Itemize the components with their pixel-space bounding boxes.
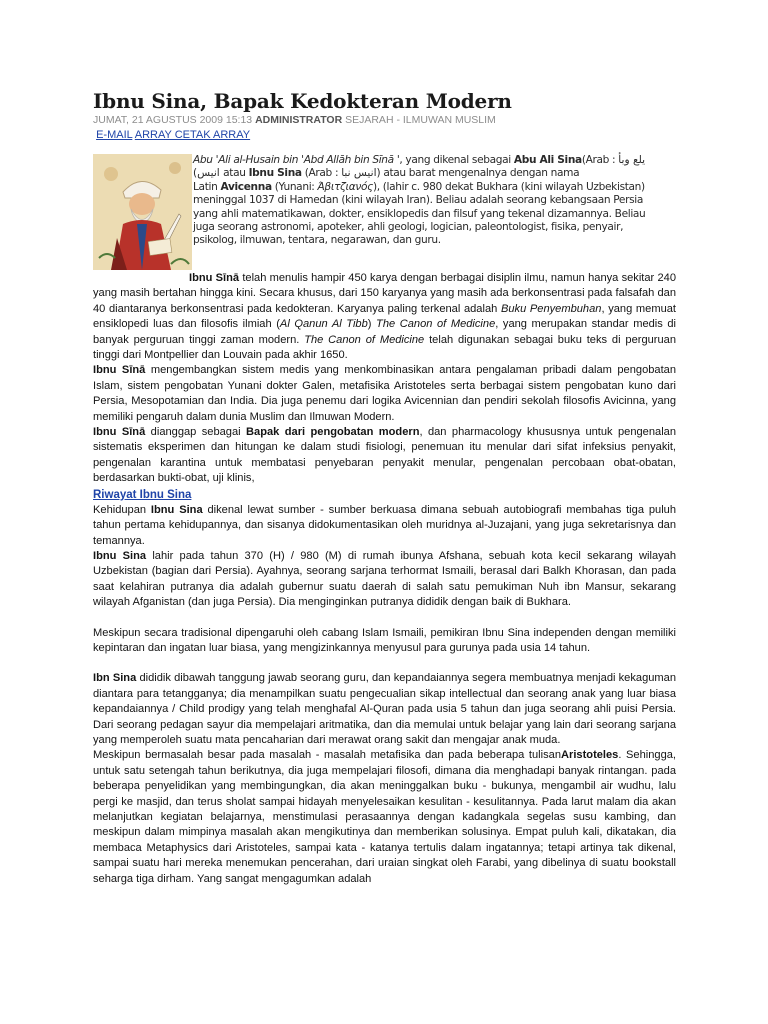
intro-text-fragment: atau [219,167,249,180]
text-fragment: , yang merupakan standar medis di banyak perguruan tinggi zaman modern. [93,318,677,346]
full-name-italic: Abu 'Ali al-Husain bin 'Abd Allāh bin Sīnā ' [193,154,400,166]
name-bold: Ibnu Sīnā [93,364,146,377]
intro-text [193,154,683,248]
publish-date: JUMAT, 21 AGUSTUS 2009 15:13 [93,114,253,126]
text-fragment: . Sehingga, untuk satu setengah tahun berikutnya, dia juga mempelajari filosofi, dimana dia menghadapi banyak rintangan. pada beberapa penyelidikan yang membingungkan, dia akan meninggalkan buku - bukunya, mengambil air wudhu, lalu pergi ke masjid, dan terus sholat sampai hidayah menyelesaikan kesulitan - kesulitannya. Pada larut malam dia akan melanjutkan kegiatan belajarnya, menstimulasi perasaannya dengan kadangkala segelas susu kambing, dan meskipun dalam mimpinya masalah akan mengikutinya dan memberikan solusinya. Empat puluh kali, dikatakan, dia membaca Metaphysics dari Aristoteles, sampai kata - katanya tertulis dalam ingatannya; tetapi artinya tak dikenal, sampai suatu hari mereka menemukan pencerahan, dari uraian singkat oleh Farabi, yang dibelinya di suatu bookstall seharga tiga dirham. Yang sangat mengagumkan adalah [93,749,676,885]
name-bold: Ibnu Sina [248,167,302,180]
italic-title: The Canon of Medicine [304,333,425,346]
print-link[interactable]: ARRAY CETAK ARRAY [134,129,251,141]
text-fragment: telah menulis hampir 450 karya dengan berbagai disiplin ilmu, namun hanya sekitar 240 yang masih bertahan hingga kini. Secara khusus, dari 150 karyanya yang masih ada berkonsentrasi pada falsafah dan 40 diantaranya berkonsentrasi pada kedokteran. Karyanya paling terkenal adalah [93,272,677,315]
text-fragment: dikenal lewat sumber - sumber berkuasa dimana sebuah autobiografi membahas tiga puluh tahun pertama kehidupannya, dan sisanya didokumentasikan oleh muridnya al-Juzajani, yang juga sekretarisnya dan temannya. [93,503,676,547]
name-bold: Ibnu Sīnā [189,272,240,284]
name-bold: Avicenna [220,180,272,193]
intro-line: yang ahli matematikawan, dokter, ensiklopedis dan filsuf yang tekenal dizamannya. Beliau [193,207,646,220]
paragraph [93,671,676,748]
intro-text-fragment: (انيس [193,167,220,180]
article-links [93,128,676,142]
intro-text-fragment: , yang dikenal sebagai [399,154,514,166]
article-body [93,271,676,887]
intro-text-fragment: (Arab : يلع وبأ [581,154,646,166]
name-bold: Ibnu Sina [150,503,203,516]
text-fragment: Kehidupan [93,503,151,516]
text-fragment: lahir pada tahun 370 (H) / 980 (M) di rumah ibunya Afshana, sebuah kota kecil sekarang wilayah Uzbekistan (bagian dari Persia). Ayahnya, seorang sarjana terhormat Ismaili, berasal dari Balkh Khorasan, dan pada saat kelahiran putranya dia adalah gubernur suatu daerah di salah satu pemukiman Nuh ibn Mansur, sekarang wilayah Afganistan (dan juga Persia). Dia menginginkan putranya dididik dengan baik di Bukhara. [93,549,676,609]
paragraph [93,425,676,487]
text-fragment: Meskipun bermasalah besar pada masalah - masalah metafisika dan pada beberapa tulisan [93,749,562,762]
intro-line: juga seorang astronomi, apoteker, ahli geologi, logician, paleontologist, fisika, penyair, [193,221,624,234]
riwayat-heading-link[interactable]: Riwayat Ibnu Sina [93,488,192,501]
text-fragment: dididik dibawah tanggung jawab seorang guru, dan kepandaiannya segera membuatnya menjadi kekaguman diantara para tetangganya; dia menampilkan suatu pengecualian sikap intellectual dan seorang anak yang luar biasa kepandaiannya / Child prodigy yang telah menghafal Al-Quran pada usia 5 tahun dan juga seorang ahli puisi Persia. Dari seorang pedagan sayur dia mempelajari aritmatika, dan dia memulai untuk belajar yang lain dari seorang sarjana yang memperoleh suatu mata pencaharian dari merawat orang sakit dan mengajar anak muda. [93,672,676,746]
name-bold: Abu Ali Sina [513,154,582,166]
email-link[interactable]: E-MAIL [96,129,133,141]
article-meta [93,114,676,127]
intro-text-fragment: Latin [193,180,221,193]
italic-title: Buku Penyembuhan [500,302,602,315]
text-fragment: ) [367,318,377,331]
page-title: Ibnu Sina, Bapak Kedokteran Modern [93,89,512,113]
name-bold: Ibn Sina [93,672,137,685]
paragraph: Meskipun secara tradisional dipengaruhi oleh cabang Islam Ismaili, pemikiran Ibnu Sina independen dengan memiliki kepintaran dan ingatan luar biasa, yang mengizinkannya menyusul para gurunya pada usia 14 tahun. [93,626,676,654]
paragraph [93,363,676,425]
intro-text-fragment: ), (lahir c. 980 dekat Bukhara (kini wilayah Uzbekistan) [372,180,645,193]
bold-phrase: Bapak dari pengobatan modern [246,426,420,439]
text-fragment: , yang memuat ensiklopedi luas dan filosofis ilmiah ( [93,302,676,331]
greek-name: Άβιτζιανός [317,180,373,193]
category: SEJARAH - ILMUWAN MUSLIM [345,114,496,126]
paragraph [93,503,676,549]
text-fragment: , dan pharmacology khususnya untuk pengenalan sistematis eksperimen dan hitungan ke dalam studi fisiologi, penemuan itu menular dari sifat infeksius penyakit, pengenalan karantina untuk membatasi penyebaran penyakit menular, pengenalan percobaan obat-obatan, berdasarkan bukti-obat, uji klinis, [93,426,676,485]
article [93,88,676,887]
intro-line: psikolog, ilmuwan, tentara, negarawan, dan guru. [193,234,441,247]
author: ADMINISTRATOR [255,114,343,126]
text-fragment: mengembangkan sistem medis yang menkombinasikan antara pengalaman pribadi dalam pengobatan Islam, sistem pengobatan Yunani dokter Galen, metafisika Aristoteles serta berbagai sistem pengobatan kuno dari Persia, Mesopotamian dan India. Dia juga penemu dari logika Avicennian dan pendiri sekolah filosofis Avicinna, yang memiliki pengaruh dalam dunia Muslim dan Ilmuwan Modern. [93,364,677,423]
intro-text-fragment: (Yunani: [271,180,318,193]
text-fragment: telah digunakan sebagai buku teks di perguruan tinggi dari Montpellier dan Louvain pada akhir 1650. [93,333,677,362]
ibnu-sina-portrait [93,154,192,270]
italic-title: The Canon of Medicine [376,318,496,331]
intro-line: meninggal 1037 di Hamedan (kini wilayah Iran). Beliau adalah seorang kebangsaan Persia [193,194,643,207]
text-fragment: dianggap sebagai [145,426,247,439]
name-bold: Ibnu Sina [93,549,147,562]
intro-section [93,154,676,274]
paragraph [93,549,676,611]
name-bold: Ibnu Sīnā [93,426,146,439]
intro-text-fragment: (Arab : انيس نبا) atau barat mengenalnya dengan nama [301,167,580,180]
bold-phrase: Aristoteles [561,749,619,762]
italic-title: Al Qanun Al Tibb [279,318,368,331]
paragraph [93,271,676,363]
paragraph [93,748,676,887]
